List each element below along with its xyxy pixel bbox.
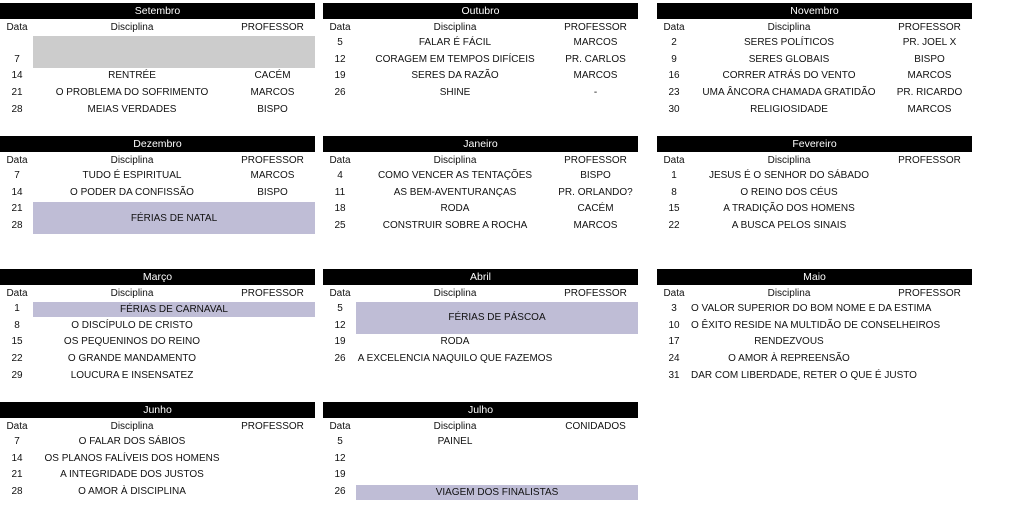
discipline-column-header: Disciplina	[433, 22, 477, 33]
highlight-block: FÉRIAS DE PÁSCOA	[356, 302, 638, 334]
column-header-row	[657, 19, 972, 35]
table-row	[657, 218, 972, 235]
professor-column-header: PROFESSOR	[898, 288, 961, 299]
discipline-column-header: Disciplina	[110, 155, 154, 166]
date-cell: 1	[671, 170, 677, 181]
column-header-row	[323, 285, 638, 301]
date-column-header: Data	[6, 421, 28, 432]
date-cell: 16	[668, 70, 680, 82]
date-cell: 19	[334, 469, 346, 481]
discipline-cell: O PODER DA CONFISSÃO	[70, 186, 194, 198]
professor-cell: MARCOS	[250, 87, 295, 99]
column-header-row	[0, 418, 315, 434]
date-cell: 12	[334, 53, 346, 65]
column-header-row	[323, 418, 638, 434]
discipline-cell: COMO VENCER AS TENTAÇÕES	[377, 170, 533, 181]
date-column-header: Data	[663, 22, 685, 33]
discipline-cell: CONSTRUIR SOBRE A ROCHA	[382, 220, 528, 232]
discipline-cell: UMA ÂNCORA CHAMADA GRATIDÃO	[702, 87, 876, 99]
table-row	[0, 351, 315, 368]
date-cell: 23	[668, 87, 680, 99]
date-cell: 19	[334, 70, 346, 82]
column-header-row	[657, 152, 972, 168]
date-cell: 15	[668, 203, 680, 215]
column-header-row	[0, 152, 315, 168]
discipline-cell: OS PLANOS FALÍVEIS DOS HOMENS	[44, 452, 220, 464]
discipline-cell: JESUS É O SENHOR DO SÁBADO	[708, 170, 870, 181]
date-cell: 28	[11, 486, 23, 498]
date-cell: 22	[11, 353, 23, 365]
discipline-cell: DAR COM LIBERDADE, RETER O QUE É JUSTO	[691, 369, 917, 381]
table-row	[323, 201, 638, 218]
date-cell: 2	[671, 37, 677, 48]
date-cell: 21	[11, 469, 23, 481]
date-cell: 14	[11, 186, 23, 198]
discipline-cell: RODA	[440, 203, 470, 215]
date-cell: 26	[334, 353, 346, 365]
date-cell: 10	[668, 319, 680, 331]
date-cell: 26	[334, 486, 346, 498]
discipline-cell: RENTRÉE	[108, 70, 156, 82]
table-row	[0, 467, 315, 484]
table-row	[323, 68, 638, 85]
column-header-row	[323, 19, 638, 35]
professor-cell: CACÉM	[577, 203, 614, 215]
discipline-cell: O AMOR À DISCIPLINA	[78, 486, 186, 498]
table-row	[657, 102, 972, 119]
discipline-cell: O ÊXITO RESIDE NA MULTIDÃO DE CONSELHEIROS	[691, 319, 941, 331]
date-cell: 5	[337, 436, 343, 447]
discipline-cell: PAINEL	[437, 436, 473, 447]
table-row	[0, 85, 315, 102]
professor-cell: PR. JOEL X	[902, 37, 957, 48]
discipline-cell: TUDO É ESPIRITUAL	[82, 170, 182, 181]
month-panel-dezembro	[0, 136, 315, 235]
discipline-column-header: Disciplina	[767, 155, 811, 166]
professor-column-header: PROFESSOR	[564, 155, 627, 166]
month-header: Abril	[323, 269, 638, 285]
discipline-cell: A TRADIÇÃO DOS HOMENS	[723, 203, 855, 215]
date-column-header: Data	[329, 421, 351, 432]
professor-cell: PR. CARLOS	[565, 53, 626, 65]
discipline-column-header: Disciplina	[110, 288, 154, 299]
discipline-cell: MEIAS VERDADES	[87, 103, 177, 115]
table-row	[0, 451, 315, 468]
professor-column-header: PROFESSOR	[241, 22, 304, 33]
date-cell: 29	[11, 369, 23, 381]
month-header: Junho	[0, 402, 315, 418]
discipline-cell: O AMOR À REPREENSÃO	[728, 353, 850, 365]
date-column-header: Data	[663, 288, 685, 299]
table-row	[323, 434, 638, 451]
table-row	[657, 52, 972, 69]
date-column-header: Data	[663, 155, 685, 166]
table-row	[657, 301, 972, 318]
table-row	[323, 218, 638, 235]
month-header: Maio	[657, 269, 972, 285]
professor-cell: -	[593, 87, 598, 99]
date-cell: 25	[334, 220, 346, 232]
date-cell: 28	[11, 220, 23, 232]
date-cell: 21	[11, 203, 23, 215]
month-panel-abril	[323, 269, 638, 368]
discipline-cell: OS PEQUENINOS DO REINO	[63, 336, 201, 348]
discipline-column-header: Disciplina	[433, 155, 477, 166]
month-panel-julho	[323, 402, 638, 501]
discipline-cell: O PROBLEMA DO SOFRIMENTO	[55, 87, 209, 99]
discipline-cell: RELIGIOSIDADE	[750, 103, 828, 115]
professor-cell: BISPO	[914, 53, 945, 65]
date-cell: 31	[668, 369, 680, 381]
table-row	[0, 368, 315, 385]
discipline-cell: LOUCURA E INSENSATEZ	[70, 369, 194, 381]
month-panel-junho	[0, 402, 315, 501]
discipline-column-header: Disciplina	[767, 288, 811, 299]
highlight-block: FÉRIAS DE NATAL	[33, 202, 315, 234]
date-cell: 3	[671, 303, 677, 314]
professor-column-header: CONIDADOS	[565, 421, 626, 432]
discipline-cell: O FALAR DOS SÁBIOS	[78, 436, 186, 447]
table-row	[657, 201, 972, 218]
column-header-row	[0, 19, 315, 35]
date-cell: 12	[334, 319, 346, 331]
table-row	[657, 368, 972, 385]
month-panel-marco	[0, 269, 315, 384]
date-cell: 21	[11, 87, 23, 99]
date-cell: 24	[668, 353, 680, 365]
table-row	[0, 168, 315, 185]
date-cell: 1	[14, 303, 20, 314]
professor-cell: CACÉM	[254, 70, 291, 82]
month-header: Outubro	[323, 3, 638, 19]
professor-cell: BISPO	[257, 103, 288, 115]
table-row	[323, 334, 638, 351]
discipline-column-header: Disciplina	[110, 421, 154, 432]
date-cell: 7	[14, 170, 20, 181]
discipline-column-header: Disciplina	[110, 22, 154, 33]
table-row	[657, 168, 972, 185]
date-cell: 17	[668, 336, 680, 348]
date-cell: 9	[671, 53, 677, 65]
date-cell: 7	[14, 53, 20, 65]
table-row	[657, 185, 972, 202]
discipline-cell: A BUSCA PELOS SINAIS	[731, 220, 847, 232]
month-panel-maio	[657, 269, 972, 384]
table-row	[657, 85, 972, 102]
table-row	[323, 85, 638, 102]
month-header: Janeiro	[323, 136, 638, 152]
discipline-column-header: Disciplina	[767, 22, 811, 33]
date-cell: 12	[334, 452, 346, 464]
column-header-row	[323, 152, 638, 168]
date-column-header: Data	[6, 155, 28, 166]
month-header: Fevereiro	[657, 136, 972, 152]
date-cell: 14	[11, 70, 23, 82]
highlight-block: VIAGEM DOS FINALISTAS	[356, 485, 638, 501]
date-cell: 4	[337, 170, 343, 181]
table-row	[323, 351, 638, 368]
professor-column-header: PROFESSOR	[241, 288, 304, 299]
date-column-header: Data	[329, 22, 351, 33]
table-row	[0, 185, 315, 202]
table-row	[0, 484, 315, 501]
professor-cell: BISPO	[257, 186, 288, 198]
date-cell: 30	[668, 103, 680, 115]
date-cell: 26	[334, 87, 346, 99]
date-cell: 8	[671, 186, 677, 198]
table-row	[657, 334, 972, 351]
date-cell: 28	[11, 103, 23, 115]
discipline-cell: AS BEM-AVENTURANÇAS	[393, 186, 517, 198]
table-row	[0, 68, 315, 85]
discipline-cell: A INTEGRIDADE DOS JUSTOS	[60, 469, 204, 481]
table-row	[323, 168, 638, 185]
discipline-cell: CORAGEM EM TEMPOS DIFÍCEIS	[375, 53, 535, 65]
month-panel-novembro	[657, 3, 972, 118]
month-header: Novembro	[657, 3, 972, 19]
discipline-cell: O GRANDE MANDAMENTO	[67, 353, 197, 365]
date-cell: 19	[334, 336, 346, 348]
discipline-cell: A EXCELENCIA NAQUILO QUE FAZEMOS	[357, 353, 553, 365]
professor-cell: MARCOS	[907, 70, 952, 82]
table-row	[657, 318, 972, 335]
professor-cell: BISPO	[580, 170, 611, 181]
professor-cell: MARCOS	[907, 103, 952, 115]
professor-cell: PR. RICARDO	[896, 87, 963, 99]
discipline-cell: SERES POLÍTICOS	[743, 37, 835, 48]
professor-column-header: PROFESSOR	[898, 22, 961, 33]
discipline-cell: O VALOR SUPERIOR DO BOM NOME E DA ESTIMA	[691, 303, 932, 314]
month-panel-fevereiro	[657, 136, 972, 235]
discipline-cell: CORRER ATRÁS DO VENTO	[722, 70, 856, 82]
table-row	[323, 467, 638, 484]
table-row	[323, 35, 638, 52]
discipline-cell: O REINO DOS CÉUS	[740, 186, 838, 198]
discipline-column-header: Disciplina	[433, 421, 477, 432]
date-column-header: Data	[329, 288, 351, 299]
date-cell: 22	[668, 220, 680, 232]
discipline-cell: SHINE	[439, 87, 471, 99]
professor-column-header: PROFESSOR	[564, 288, 627, 299]
discipline-cell: RENDEZVOUS	[754, 336, 824, 348]
month-header: Março	[0, 269, 315, 285]
table-row	[323, 52, 638, 69]
month-panel-janeiro	[323, 136, 638, 235]
date-cell: 14	[11, 452, 23, 464]
professor-column-header: PROFESSOR	[898, 155, 961, 166]
professor-column-header: PROFESSOR	[241, 155, 304, 166]
date-cell: 5	[337, 303, 343, 314]
highlight-block	[33, 36, 315, 68]
date-column-header: Data	[6, 288, 28, 299]
month-panel-setembro	[0, 3, 315, 118]
professor-cell: MARCOS	[573, 220, 618, 232]
table-row	[657, 35, 972, 52]
discipline-cell: FALAR É FÁCIL	[418, 37, 492, 48]
discipline-cell: O DISCÍPULO DE CRISTO	[71, 319, 193, 331]
date-cell: 11	[334, 186, 346, 198]
professor-column-header: PROFESSOR	[241, 421, 304, 432]
discipline-cell: SERES GLOBAIS	[748, 53, 830, 65]
date-cell: 8	[14, 319, 20, 331]
table-row	[657, 351, 972, 368]
professor-cell: MARCOS	[573, 70, 618, 82]
column-header-row	[0, 285, 315, 301]
table-row	[0, 334, 315, 351]
professor-cell: MARCOS	[573, 37, 618, 48]
table-row	[0, 318, 315, 335]
date-cell: 18	[334, 203, 346, 215]
month-header: Setembro	[0, 3, 315, 19]
discipline-cell: RODA	[440, 336, 470, 348]
month-panel-outubro	[323, 3, 638, 102]
discipline-cell: SERES DA RAZÃO	[411, 70, 499, 82]
professor-cell: MARCOS	[250, 170, 295, 181]
date-cell: 15	[11, 336, 23, 348]
date-cell: 7	[14, 436, 20, 447]
highlight-block: FÉRIAS DE CARNAVAL	[33, 302, 315, 318]
table-row	[657, 68, 972, 85]
date-column-header: Data	[6, 22, 28, 33]
table-row	[0, 102, 315, 119]
month-header: Dezembro	[0, 136, 315, 152]
column-header-row	[657, 285, 972, 301]
professor-column-header: PROFESSOR	[564, 22, 627, 33]
date-column-header: Data	[329, 155, 351, 166]
table-row	[323, 185, 638, 202]
table-row	[323, 451, 638, 468]
table-row	[0, 434, 315, 451]
date-cell: 5	[337, 37, 343, 48]
discipline-column-header: Disciplina	[433, 288, 477, 299]
month-header: Julho	[323, 402, 638, 418]
professor-cell: PR. ORLANDO?	[558, 186, 633, 198]
